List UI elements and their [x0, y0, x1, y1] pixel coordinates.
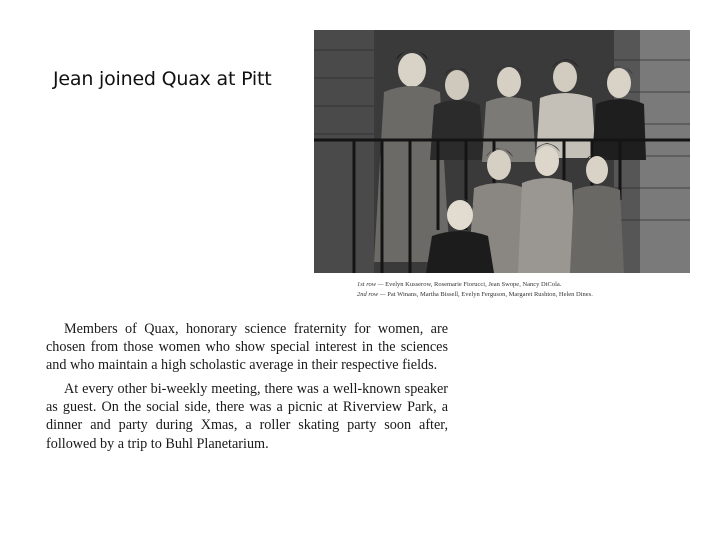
article-paragraph-1: Members of Quax, honorary science fraternity for women, are chosen from those women who show special interest in the sciences and who maintain a high scholastic average in their respective fields.	[46, 321, 448, 374]
caption-row-2-label: 2nd row —	[357, 291, 386, 298]
caption-row-1	[357, 280, 687, 290]
photo-caption	[357, 280, 687, 300]
slide-title: Jean joined Quax at Pitt	[53, 68, 272, 90]
caption-row-1-names: Evelyn Kusserow, Rosemarie Fiorucci, Jean Swope, Nancy DiCola.	[385, 281, 562, 288]
article-text	[46, 320, 448, 459]
caption-row-1-label: 1st row —	[357, 281, 384, 288]
article-paragraph-2: At every other bi-weekly meeting, there was a well-known speaker as guest. On the social side, there was a picnic at Riverview Park, a dinner and party during Xmas, a roller skating party soon after, followed by a trip to Buhl Planetarium.	[46, 381, 448, 452]
caption-row-2	[357, 290, 687, 300]
group-photo	[314, 30, 690, 273]
caption-row-2-names: Pat Winans, Martha Bissell, Evelyn Ferguson, Margaret Rushton, Helen Dines.	[387, 291, 593, 298]
group-photo-illustration	[314, 30, 690, 273]
